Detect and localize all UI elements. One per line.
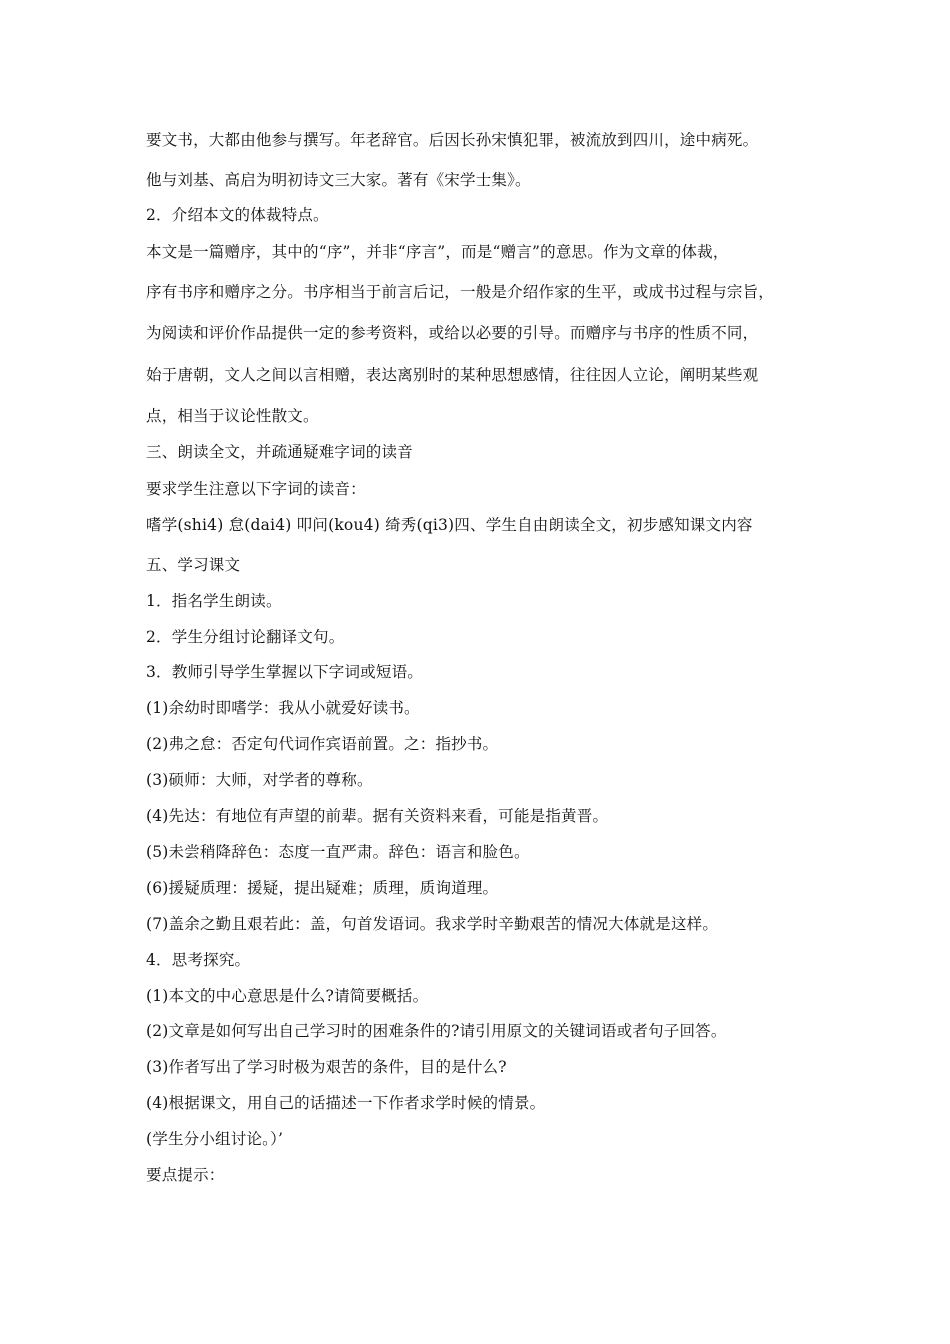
section-heading: 五、学习课文 — [146, 556, 241, 574]
text-line: 要点提示： — [146, 1166, 225, 1184]
text-line: 要求学生注意以下字词的读音： — [146, 480, 366, 498]
text-line: 点，相当于议论性散文。 — [146, 407, 319, 425]
list-item: (5)未尝稍降辞色：态度一直严肃。辞色：语言和脸色。 — [146, 843, 530, 861]
text-line: 始于唐朝，文人之间以言相赠，表达离别时的某种思想感情，往往因人立论，阐明某些观 — [146, 366, 759, 384]
section-heading: 2．介绍本文的体裁特点。 — [146, 206, 329, 224]
text-line: 本文是一篇赠序，其中的“序”，并非“序言”，而是“赠言”的意思。作为文章的体裁， — [146, 243, 729, 261]
text-line: 为阅读和评价作品提供一定的参考资料，或给以必要的引导。而赠序与书序的性质不同， — [146, 324, 759, 342]
text-line: 他与刘基、高启为明初诗文三大家。著有《宋学士集》。 — [146, 171, 531, 189]
text-line: 序有书序和赠序之分。书序相当于前言后记，一般是介绍作家的生平，或成书过程与宗旨， — [146, 283, 775, 301]
list-item: (7)盖余之勤且艰若此：盖，句首发语词。我求学时辛勤艰苦的情况大体就是这样。 — [146, 915, 719, 933]
list-item: (6)援疑质理：援疑，提出疑难；质理，质询道理。 — [146, 879, 499, 897]
text-line: 要文书，大都由他参与撰写。年老辞官。后因长孙宋慎犯罪，被流放到四川，途中病死。 — [146, 131, 759, 149]
section-heading: 三、朗读全文，并疏通疑难字词的读音 — [146, 443, 413, 461]
list-item: (1)余幼时即嗜学：我从小就爱好读书。 — [146, 699, 420, 717]
text-line: 4．思考探究。 — [146, 951, 251, 969]
list-item: (4)先达：有地位有声望的前辈。据有关资料来看，可能是指黄晋。 — [146, 807, 609, 825]
list-item: (2)弗之怠：否定句代词作宾语前置。之：指抄书。 — [146, 735, 499, 753]
list-item: (3)硕师：大师，对学者的尊称。 — [146, 771, 373, 789]
list-item: (4)根据课文，用自己的话描述一下作者求学时候的情景。 — [146, 1094, 546, 1112]
list-item: (2)文章是如何写出自己学习时的困难条件的?请引用原文的关键词语或者句子回答。 — [146, 1022, 727, 1040]
text-line: (学生分小组讨论。）’ — [146, 1130, 284, 1148]
list-item: (3)作者写出了学习时极为艰苦的条件，目的是什么? — [146, 1058, 507, 1076]
list-item: (1)本文的中心意思是什么?请简要概括。 — [146, 987, 429, 1005]
text-line: 嗜学(shi4) 怠(dai4) 叩问(kou4) 绮秀(qi3)四、学生自由朗读全文，初步感知课文内容 — [146, 516, 753, 534]
text-line: 2．学生分组讨论翻译文句。 — [146, 628, 345, 646]
text-line: 1．指名学生朗读。 — [146, 592, 282, 610]
text-line: 3．教师引导学生掌握以下字词或短语。 — [146, 663, 423, 681]
